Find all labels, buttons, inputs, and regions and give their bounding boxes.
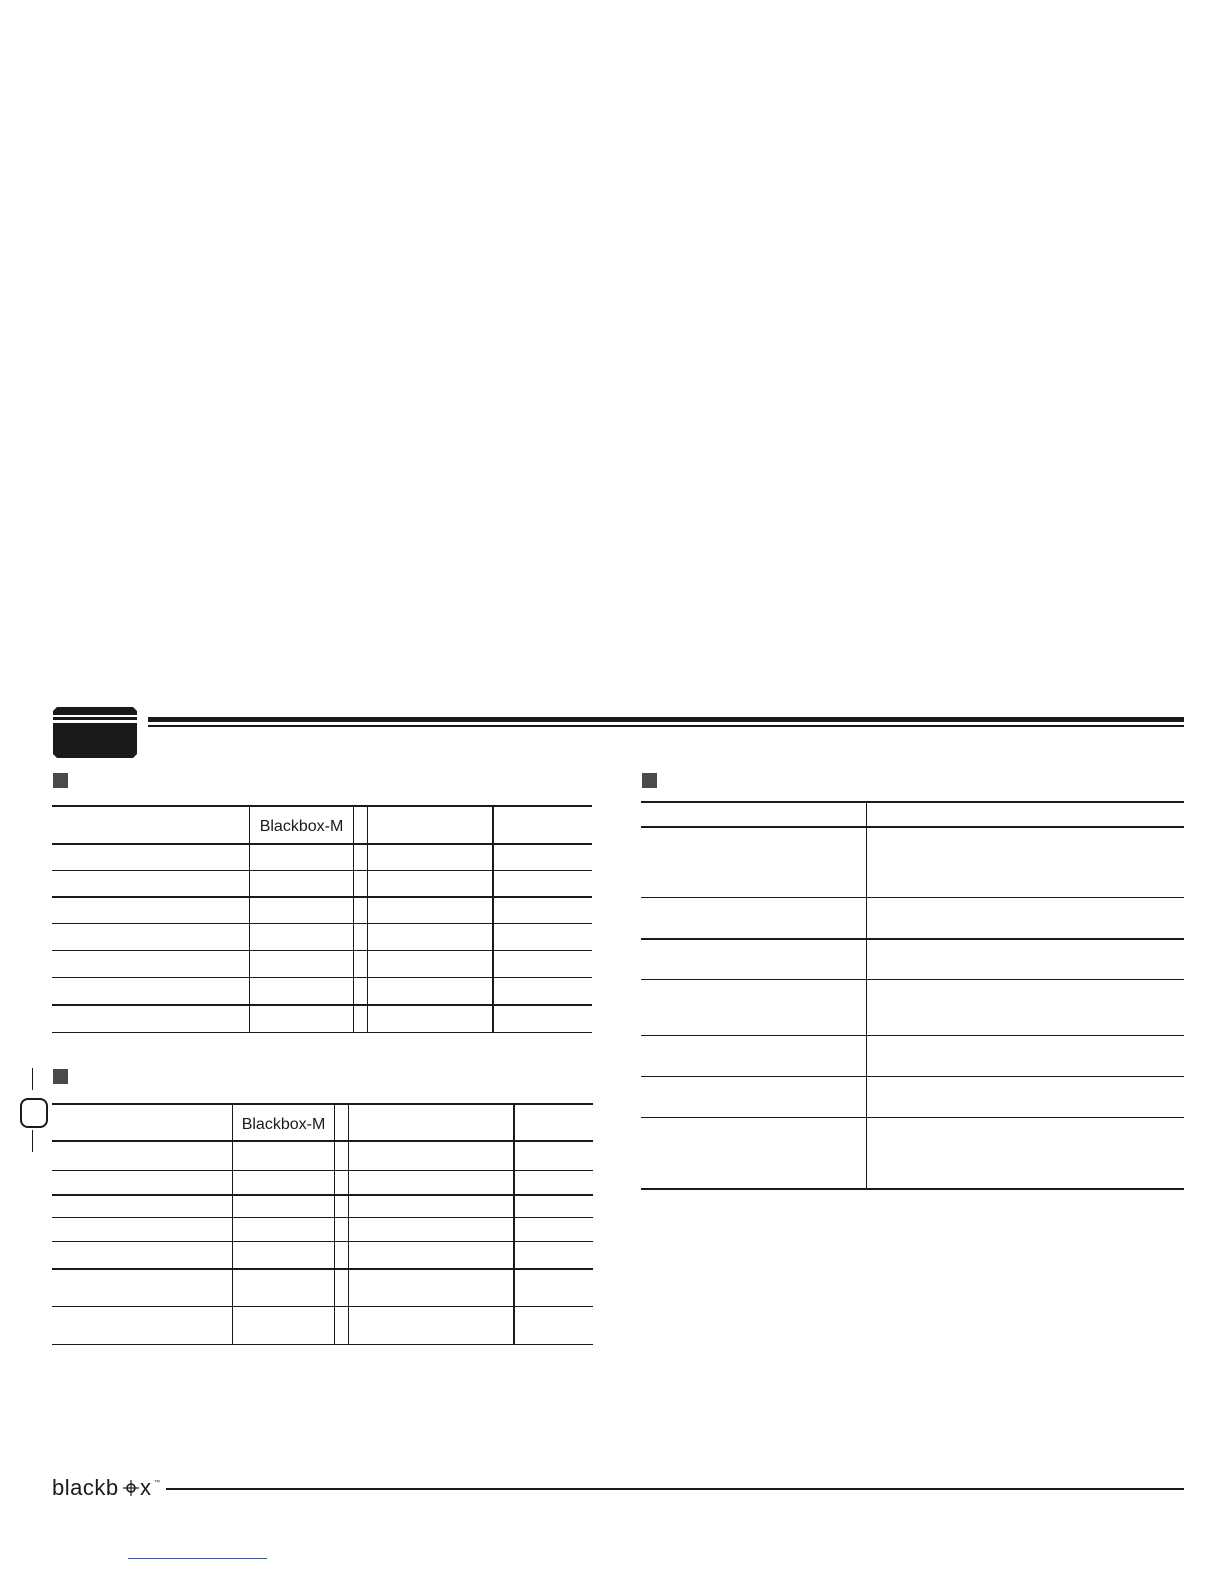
table-row-line	[52, 843, 592, 845]
table-row-line	[641, 1117, 1184, 1118]
square-bullet-icon	[642, 773, 657, 788]
table-col-line	[348, 1104, 349, 1344]
table-row-line	[52, 923, 592, 924]
square-bullet-icon	[53, 773, 68, 788]
table-col-line	[232, 1104, 233, 1344]
table-row-line	[641, 897, 1184, 898]
table-row-line	[641, 938, 1184, 940]
square-bullet-icon	[53, 1069, 68, 1084]
table-row-line	[52, 1103, 593, 1105]
table-row-line	[641, 1035, 1184, 1036]
section-tab-icon	[53, 707, 137, 758]
header-rule-thin	[148, 725, 1184, 727]
table-row-line	[52, 1194, 593, 1196]
table-col-line	[353, 806, 354, 1032]
table-row-line	[52, 1241, 593, 1242]
table-col-line	[513, 1104, 515, 1344]
page-marker-line	[32, 1068, 33, 1090]
svg-text:x: x	[140, 1475, 151, 1500]
blackbox-logo	[50, 1472, 168, 1502]
page-marker-line	[32, 1130, 33, 1152]
table-row-line	[52, 1032, 592, 1033]
table-row-line	[52, 1004, 592, 1006]
column-header-model: Blackbox-M	[241, 1116, 326, 1133]
table-row-line	[52, 1170, 593, 1171]
footer-link-underline[interactable]	[128, 1558, 267, 1559]
table-row-line	[52, 805, 592, 807]
table-row-line	[52, 1217, 593, 1218]
table-col-line	[249, 806, 250, 1032]
table-col-line	[866, 802, 867, 1188]
table-row-line	[641, 801, 1184, 803]
table-row-line	[52, 1140, 593, 1142]
svg-text:™: ™	[154, 1480, 160, 1486]
table-col-line	[367, 806, 368, 1032]
table-row-line	[52, 1344, 593, 1345]
table-col-line	[492, 806, 494, 1032]
table-row-line	[52, 870, 592, 871]
table-row-line	[52, 1268, 593, 1270]
header-rule-thick	[148, 717, 1184, 722]
footer-rule	[166, 1488, 1184, 1490]
svg-text:blackb: blackb	[52, 1475, 119, 1500]
table-row-line	[52, 1306, 593, 1307]
table-row-line	[52, 896, 592, 898]
table-row-line	[52, 950, 592, 951]
table-row-line	[641, 826, 1184, 828]
table-row-line	[641, 1188, 1184, 1190]
table-row-line	[641, 1076, 1184, 1077]
column-header-model: Blackbox-M	[259, 818, 344, 835]
page-marker-icon	[20, 1098, 48, 1128]
table-row-line	[52, 977, 592, 978]
table-col-line	[334, 1104, 335, 1344]
table-row-line	[641, 979, 1184, 980]
